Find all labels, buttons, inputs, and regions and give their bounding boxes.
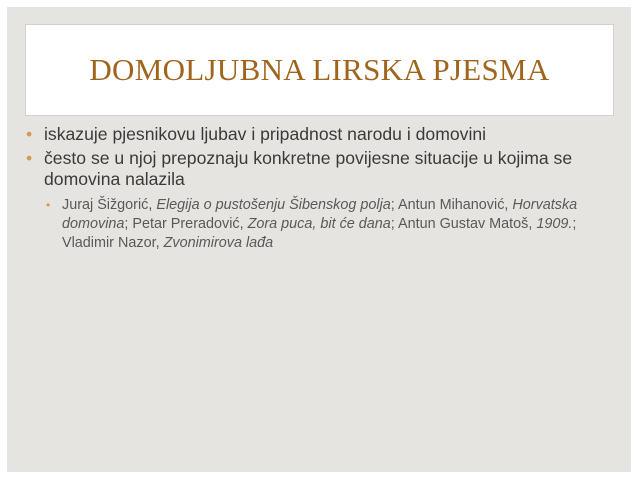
bullet-item — [26, 124, 621, 145]
work-title-2: Horvatska domovina — [62, 197, 578, 232]
bullet-text: često se u njoj prepoznaju konkretne povijesne situacije u kojima se domovina nalazila — [44, 148, 573, 189]
slide-title: DOMOLJUBNA LIRSKA PJESMA — [89, 52, 550, 87]
sub-text-2: ; Antun Mihanović, — [390, 197, 513, 213]
bullet-text: iskazuje pjesnikovu ljubav i pripadnost narodu i domovini — [44, 124, 487, 144]
sub-text-4: ; Antun Gustav Matoš, — [390, 216, 537, 232]
work-title-5: Zvonimirova lađa — [163, 235, 274, 251]
work-title-3: Zora puca, bit će dana — [247, 216, 391, 232]
slide — [7, 7, 631, 472]
sub-text-3: ; Petar Preradović, — [124, 216, 248, 232]
bullet-item — [26, 148, 621, 190]
sub-text-1: Juraj Šižgorić, — [62, 197, 157, 213]
bullet-dot-icon: • — [26, 148, 33, 168]
title-box — [25, 24, 614, 116]
sub-bullet-item — [46, 196, 602, 253]
work-title-1: Elegija o pustošenju Šibenskog polja — [156, 197, 391, 213]
sub-text-5: ; Vladimir Nazor, — [62, 216, 577, 251]
sub-bullet-dot-icon: • — [46, 198, 51, 212]
slide-content — [26, 124, 621, 253]
work-title-4: 1909. — [536, 216, 573, 232]
bullet-dot-icon: • — [26, 124, 33, 144]
